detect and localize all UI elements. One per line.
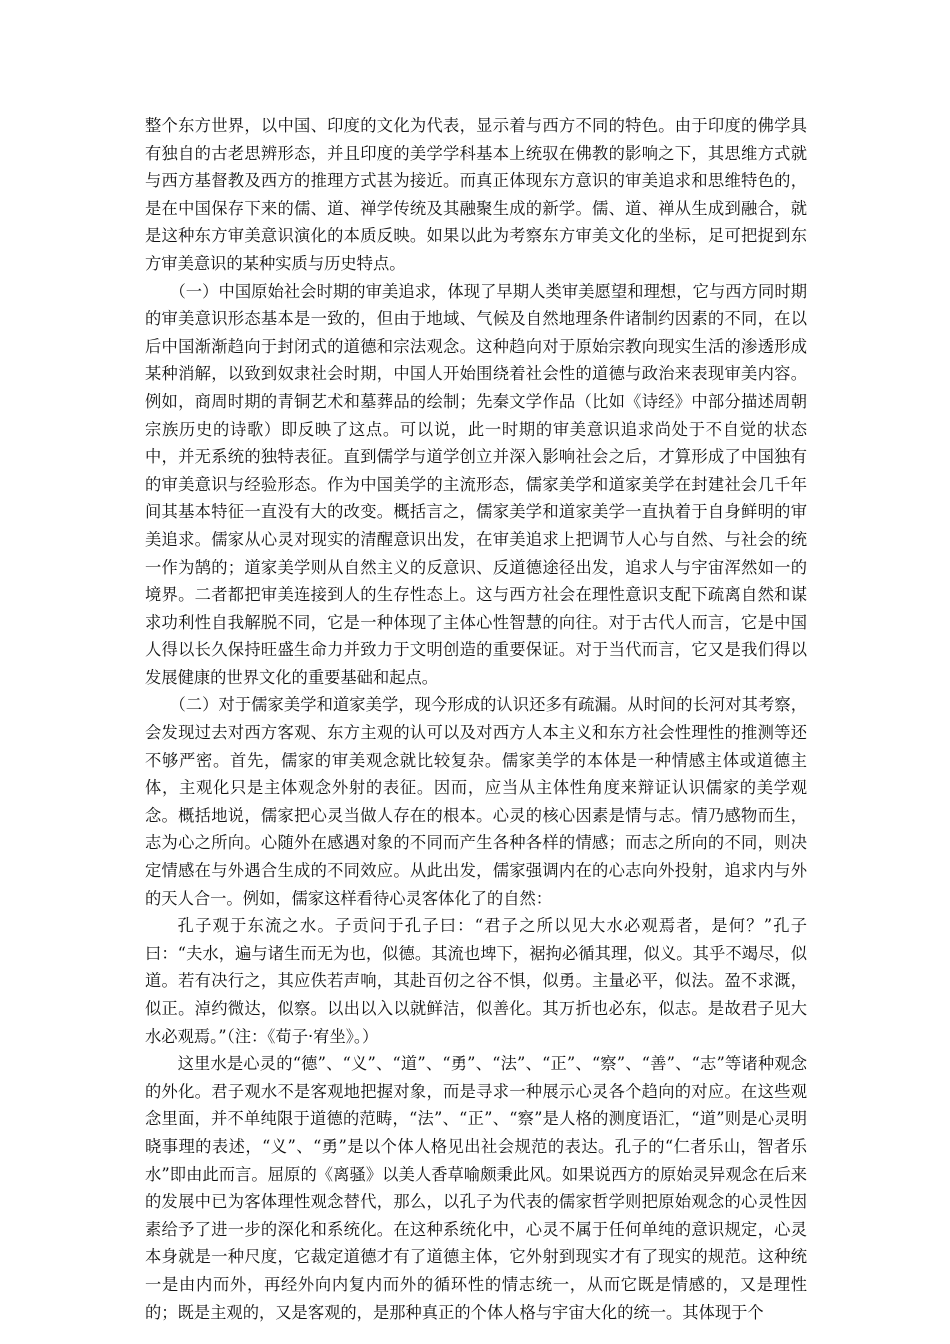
- paragraph-intro: 整个东方世界，以中国、印度的文化为代表，显示着与西方不同的特色。由于印度的佛学具有独自的古老思辨形态，并且印度的美学学科基本上统驭在佛教的影响之下，其思维方式就与西方基督教及西方的推理方式甚为接近。而真正体现东方意识的审美追求和思维特色的，是在中国保存下来的儒、道、禅学传统及其融聚生成的新学。儒、道、禅从生成到融合，就是这种东方审美意识演化的本质反映。如果以此为考察东方审美文化的坐标，足可把捉到东方审美意识的某种实质与历史特点。: [145, 116, 807, 273]
- paragraph-analysis: 这里水是心灵的“德”、“义”、“道”、“勇”、“法”、“正”、“察”、“善”、“志”等诸种观念的外化。君子观水不是客观地把握对象，而是寻求一种展示心灵各个趋向的对应。在这些观念里面，并不单纯限于道德的范畴，“法”、“正”、“察”是人格的测度语汇，“道”则是心灵明晓事理的表述，“义”、“勇”是以个体人格见出社会规范的表达。孔子的“仁者乐山，智者乐水”即由此而言。屈原的《离骚》以美人香草喻颇秉此风。如果说西方的原始灵异观念在后来的发展中已为客体理性观念替代，那么，以孔子为代表的儒家哲学则把原始观念的心灵性因素给予了进一步的深化和系统化。在这种系统化中，心灵不属于任何单纯的意识规定，心灵本身就是一种尺度，它裁定道德才有了道德主体，它外射到现实才有了现实的规范。这种统一是由内而外，再经外向内复内而外的循环性的情志统一，从而它既是情感的，又是理性的；既是主观的，又是客观的，是那种真正的个体人格与宇宙大化的统一。其体现于个: [145, 1054, 807, 1322]
- quotation-xunzi: 孔子观于东流之水。子贡问于孔子曰：“君子之所以见大水必观焉者，是何？”孔子曰：“夫水，遍与诸生而无为也，似德。其流也埤下，裾拘必循其理，似义。其乎不竭尽，似道。若有决行之，其应佚若声响，其赴百仞之谷不惧，似勇。主量必平，似法。盈不求溉，似正。淖约微达，似察。以出以入以就鲜洁，似善化。其万折也必东，似志。是故君子见大水必观焉。”（注：《荀子·宥坐》。）: [145, 916, 807, 1046]
- document-page: [145, 112, 807, 1326]
- paragraph-section-two: （二）对于儒家美学和道家美学，现今形成的认识还多有疏漏。从时间的长河对其考察，会发现过去对西方客观、东方主观的认可以及对西方人本主义和东方社会性理性的推测等还不够严密。首先，儒家的审美观念就比较复杂。儒家美学的本体是一种情感主体或道德主体，主观化只是主体观念外射的表征。因而，应当从主体性角度来辩证认识儒家的美学观念。概括地说，儒家把心灵当做人存在的根本。心灵的核心因素是情与志。情乃感物而生，志为心之所向。心随外在感遇对象的不同而产生各种各样的情感；而志之所向的不同，则决定情感在与外遇合生成的不同效应。从此出发，儒家强调内在的心志向外投射，追求内与外的天人合一。例如，儒家这样看待心灵客体化了的自然：: [145, 695, 807, 908]
- paragraph-section-one: （一）中国原始社会时期的审美追求，体现了早期人类审美愿望和理想，它与西方同时期的审美意识形态基本是一致的，但由于地域、气候及自然地理条件诸制约因素的不同，在以后中国渐渐趋向于封闭式的道德和宗法观念。这种趋向对于原始宗教向现实生活的渗透形成某种消解，以致到奴隶社会时期，中国人开始围绕着社会性的道德与政治来表现审美内容。例如，商周时期的青铜艺术和墓葬品的绘制；先秦文学作品（比如《诗经》中部分描述周朝宗族历史的诗歌）即反映了这点。可以说，此一时期的审美意识追求尚处于不自觉的状态中，并无系统的独特表征。直到儒学与道学创立并深入影响社会之后，才算形成了中国独有的审美意识与经验形态。作为中国美学的主流形态，儒家美学和道家美学在封建社会几千年间其基本特征一直没有大的改变。概括言之，儒家美学和道家美学一直执着于自身鲜明的审美追求。儒家从心灵对现实的清醒意识出发，在审美追求上把调节人心与自然、与社会的统一作为鹄的；道家美学则从自然主义的反意识、反道德途径出发，追求人与宇宙浑然如一的境界。二者都把审美连接到人的生存性态上。这与西方社会在理性意识支配下疏离自然和谋求功利性自我解脱不同，它是一种体现了主体心性智慧的向往。对于古代人而言，它是中国人得以长久保持旺盛生命力并致力于文明创造的重要保证。对于当代而言，它又是我们得以发展健康的世界文化的重要基础和起点。: [145, 281, 807, 687]
